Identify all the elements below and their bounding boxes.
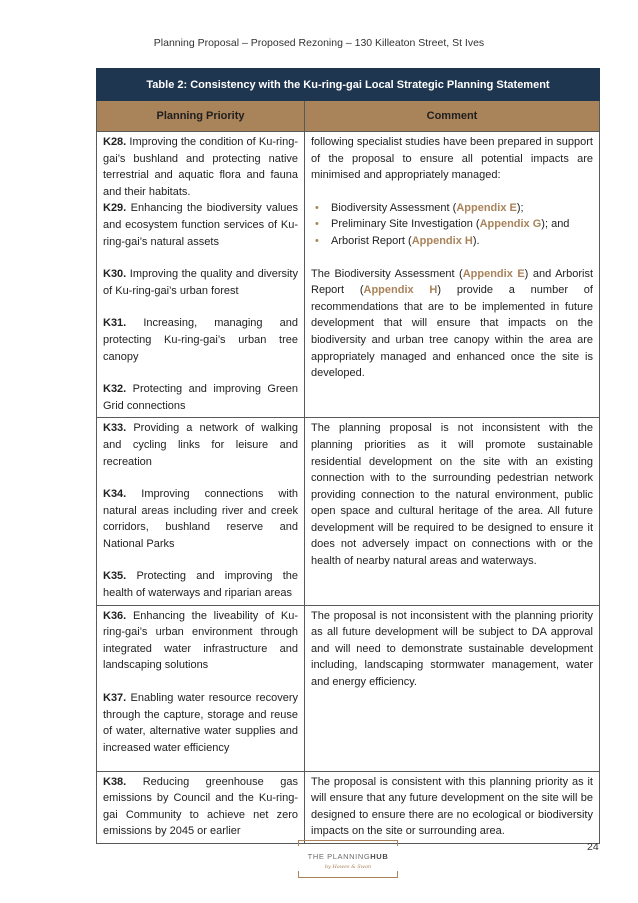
logo-tagline: by Hawes & Swan bbox=[324, 864, 372, 870]
priority-item bbox=[103, 200, 298, 250]
priority-code: K36. bbox=[103, 609, 127, 622]
page-number: 24 bbox=[587, 841, 599, 853]
comment-paragraph: following specialist studies have been prepared in support of the proposal to ensure all potential impacts are minimised and appropriately managed: bbox=[311, 136, 593, 182]
priority-item bbox=[103, 486, 298, 552]
studies-list bbox=[311, 200, 593, 250]
priority-item bbox=[103, 134, 298, 200]
comment-cell bbox=[305, 771, 600, 843]
priority-item bbox=[103, 266, 298, 299]
comment-cell bbox=[305, 605, 600, 771]
appendix-reference: Appendix E bbox=[456, 201, 517, 214]
table-row bbox=[97, 605, 600, 771]
priority-code: K31. bbox=[103, 317, 127, 330]
comment-cell bbox=[305, 132, 600, 418]
priority-text: Providing a network of walking and cycling links for leisure and recreation bbox=[103, 422, 298, 468]
priority-cell bbox=[97, 418, 305, 605]
priority-item bbox=[103, 608, 298, 674]
running-header: Planning Proposal – Proposed Rezoning – 130 Killeaton Street, St Ives bbox=[153, 37, 485, 49]
priority-text: Improving connections with natural areas including river and creek corridors, bushland reserve and National Parks bbox=[103, 488, 298, 550]
priority-text: Improving the condition of Ku-ring-gai’s bushland and protecting native terrestrial and aquatic flora and fauna and their habitats. bbox=[103, 136, 298, 198]
priority-cell bbox=[97, 605, 305, 771]
priority-code: K28. bbox=[103, 136, 127, 148]
priority-cell bbox=[97, 771, 305, 843]
column-header-priority: Planning Priority bbox=[97, 101, 305, 132]
priority-code: K29. bbox=[103, 202, 127, 215]
comment-paragraph: The planning proposal is not inconsistent with the planning priorities as it will promote sustainable residential development on the site with an existing connection with to the surrounding pedestrian network providing connection to the natural environment, public open space and cultural heritage of the area. All future development will be required to be designed to ensure it does not adversely impact on connections with or the health of nearby natural areas and waterways. bbox=[311, 422, 593, 568]
priority-code: K30. bbox=[103, 268, 127, 281]
comment-paragraph: The Biodiversity Assessment (Appendix E) and Arborist Report (Appendix H) provide a number of recommendations that are to be implemented in future development that will ensure that impacts on the biodiversity and urban tree canopy within the area are appropriately managed and enhanced once the site is developed. bbox=[311, 267, 593, 380]
table-title: Table 2: Consistency with the Ku-ring-gai Local Strategic Planning Statement bbox=[97, 69, 600, 101]
table-title-row bbox=[97, 69, 600, 101]
priority-code: K34. bbox=[103, 488, 127, 501]
priority-text: Protecting and improving the health of waterways and riparian areas bbox=[103, 570, 298, 600]
priority-item bbox=[103, 420, 298, 470]
priority-cell bbox=[97, 132, 305, 418]
priority-item bbox=[103, 315, 298, 365]
priority-text: Protecting and improving Green Grid connections bbox=[103, 383, 298, 412]
appendix-reference: Appendix H bbox=[411, 234, 473, 247]
table-row bbox=[97, 132, 600, 418]
planning-hub-logo bbox=[298, 840, 398, 878]
priority-text: Enhancing the biodiversity values and ecosystem function services of Ku-ring-gai’s natural assets bbox=[103, 202, 298, 248]
priority-code: K32. bbox=[103, 383, 127, 396]
logo-wordmark: THE PLANNINGHUB bbox=[307, 852, 389, 861]
comment-cell bbox=[305, 418, 600, 605]
priority-item bbox=[103, 381, 298, 414]
table-row bbox=[97, 771, 600, 843]
priority-item bbox=[103, 774, 298, 840]
list-item: • Preliminary Site Investigation (Appendix G); and bbox=[315, 216, 593, 233]
comment-paragraph: The proposal is consistent with this planning priority as it will ensure that any future development on the site will be designed to ensure there are no ecological or biodiversity impacts on the site or surrounding area. bbox=[311, 775, 593, 838]
appendix-reference: Appendix G bbox=[479, 218, 542, 231]
priority-code: K38. bbox=[103, 775, 127, 788]
priority-item bbox=[103, 690, 298, 756]
priority-code: K37. bbox=[103, 692, 127, 705]
appendix-reference: Appendix H bbox=[363, 284, 438, 297]
priority-item bbox=[103, 568, 298, 601]
priority-text: Enhancing the liveability of Ku-ring-gai’s urban environment through integrated water infrastructure and landscaping solutions bbox=[103, 609, 298, 672]
appendix-reference: Appendix E bbox=[462, 267, 525, 280]
table-header-row bbox=[97, 101, 600, 132]
consistency-table bbox=[96, 68, 600, 844]
list-item: • Arborist Report (Appendix H). bbox=[315, 233, 593, 250]
table-row bbox=[97, 418, 600, 605]
priority-text: Enabling water resource recovery through the capture, storage and reuse of water, alternative water supplies and increased water efficiency bbox=[103, 692, 298, 754]
priority-text: Increasing, managing and protecting Ku-ring-gai’s urban tree canopy bbox=[103, 317, 298, 363]
priority-text: Reducing greenhouse gas emissions by Council and the Ku-ring-gai Community to achieve net zero emissions by 2045 or earlier bbox=[103, 775, 298, 838]
column-header-comment: Comment bbox=[305, 101, 600, 132]
list-item: • Biodiversity Assessment (Appendix E); bbox=[315, 200, 593, 217]
priority-code: K33. bbox=[103, 422, 127, 435]
priority-code: K35. bbox=[103, 570, 127, 583]
comment-paragraph: The proposal is not inconsistent with the planning priority as all future development will be subject to DA approval and will need to demonstrate sustainable development including, landscaping stormwater management, water and energy efficiency. bbox=[311, 609, 593, 689]
priority-text: Improving the quality and diversity of Ku-ring-gai’s urban forest bbox=[103, 268, 298, 297]
